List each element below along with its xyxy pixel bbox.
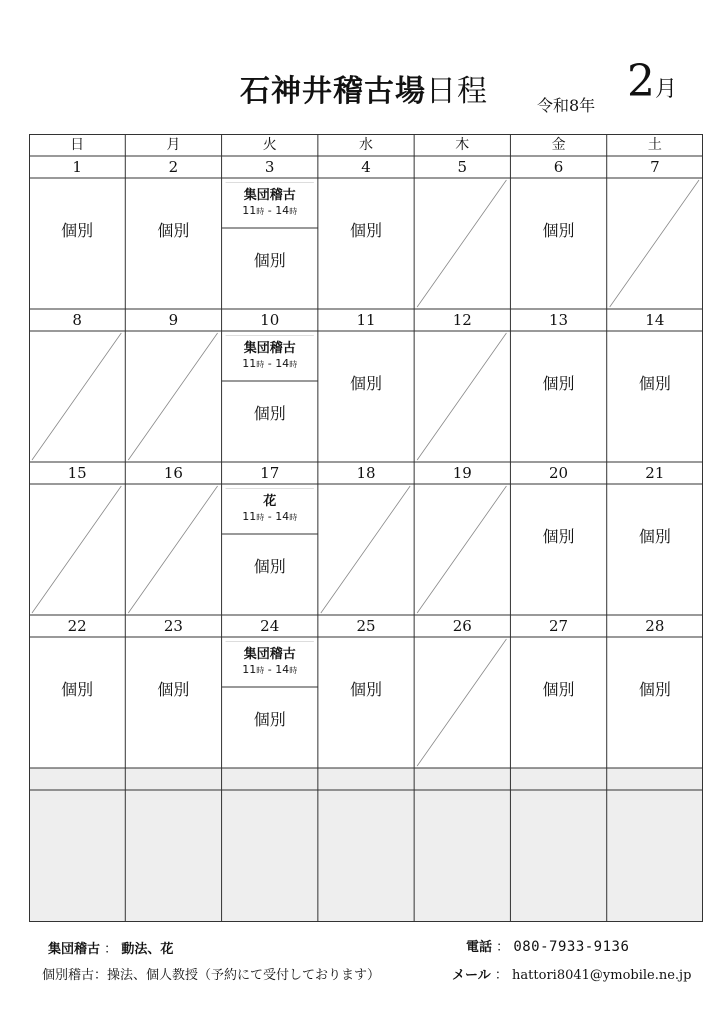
title-suffix: 日程 — [426, 74, 488, 109]
day-number: 17 — [260, 464, 280, 482]
session-label: 個別 — [253, 710, 286, 729]
group-session-time — [222, 663, 318, 676]
month-label — [627, 56, 677, 107]
footer-individual-label: 個別稽古 — [42, 968, 95, 983]
time-part: 14 — [275, 663, 290, 676]
time-part: 時 — [289, 360, 298, 369]
time-part: - — [264, 663, 276, 676]
day-number: 26 — [452, 617, 472, 635]
no-session-slash — [417, 180, 506, 307]
page-title — [240, 66, 488, 110]
footer-individual-sep: ： — [94, 968, 108, 983]
day-number: 5 — [457, 158, 468, 176]
no-session-slash — [128, 333, 217, 460]
group-session-time — [222, 357, 318, 370]
day-number: 4 — [361, 158, 371, 176]
session-label: 個別 — [349, 221, 382, 240]
session-label: 個別 — [542, 680, 575, 699]
session-label: 個別 — [542, 374, 575, 393]
group-session-title: 集団稽古 — [243, 341, 296, 356]
footer-mail-label: メール — [452, 968, 491, 983]
session-label: 個別 — [61, 680, 94, 699]
time-part: 11 — [242, 510, 257, 523]
weekday-header: 木 — [455, 137, 470, 153]
empty-week-fill — [29, 768, 703, 922]
day-number: 19 — [452, 464, 472, 482]
weekday-header: 日 — [70, 137, 85, 153]
footer-phone-sep: ： — [496, 940, 510, 955]
day-number: 18 — [356, 464, 376, 482]
time-part: 14 — [275, 204, 290, 217]
group-session-title: 集団稽古 — [243, 647, 296, 662]
day-number: 2 — [168, 158, 179, 176]
time-part: - — [264, 510, 276, 523]
day-number: 3 — [264, 158, 275, 176]
footer-group-sep: ： — [104, 942, 118, 957]
calendar-grid — [29, 134, 703, 922]
day-number: 21 — [645, 464, 665, 482]
footer-group-value: 動法、花 — [121, 942, 174, 957]
session-label: 個別 — [638, 374, 671, 393]
group-session-time — [222, 204, 318, 217]
session-label: 個別 — [61, 221, 94, 240]
day-number: 20 — [549, 464, 569, 482]
day-number: 11 — [356, 311, 376, 329]
day-number: 24 — [260, 617, 280, 635]
day-number: 16 — [163, 464, 183, 482]
day-number: 8 — [72, 311, 82, 329]
session-label: 個別 — [638, 527, 671, 546]
day-number: 7 — [650, 158, 660, 176]
no-session-slash — [32, 333, 121, 460]
footer-phone-line — [466, 936, 629, 955]
time-part: 時 — [289, 666, 298, 675]
day-number: 14 — [645, 311, 665, 329]
time-part: 11 — [242, 204, 257, 217]
time-part: 14 — [275, 510, 290, 523]
title-main: 石神井稽古場 — [240, 74, 426, 109]
group-session-time — [222, 510, 318, 523]
session-label: 個別 — [542, 527, 575, 546]
session-label: 個別 — [253, 251, 286, 270]
day-number: 10 — [260, 311, 280, 329]
time-part: 14 — [275, 357, 290, 370]
day-number: 1 — [72, 158, 82, 176]
time-part: - — [264, 357, 276, 370]
footer-individual-line — [42, 964, 380, 983]
era-year: 令和8年 — [537, 96, 596, 115]
group-session-title: 花 — [263, 494, 277, 509]
footer-phone-value: 080-7933-9136 — [513, 939, 630, 955]
day-number: 12 — [452, 311, 472, 329]
footer-mail-value: hattori8041@ymobile.ne.jp — [512, 968, 692, 983]
session-label: 個別 — [542, 221, 575, 240]
weekday-header: 水 — [358, 137, 373, 153]
day-number: 23 — [163, 617, 183, 635]
no-session-slash — [32, 486, 121, 613]
month-number: 2 — [627, 56, 655, 107]
month-unit: 月 — [655, 77, 678, 102]
weekday-header: 火 — [262, 137, 277, 153]
day-number: 25 — [356, 617, 376, 635]
day-number: 15 — [67, 464, 87, 482]
day-number: 28 — [645, 617, 665, 635]
day-number: 6 — [553, 158, 564, 176]
session-label: 個別 — [349, 680, 382, 699]
weekday-header: 月 — [166, 137, 181, 153]
footer-group-label: 集団稽古 — [48, 942, 101, 957]
session-label: 個別 — [157, 221, 190, 240]
time-part: 時 — [256, 666, 265, 675]
footer-group-line — [48, 938, 173, 957]
session-label: 個別 — [253, 557, 286, 576]
no-session-slash — [128, 486, 217, 613]
footer-phone-label: 電話 — [466, 940, 493, 955]
footer-individual-value: 操法、個人教授（予約にて受付しております） — [107, 968, 381, 983]
time-part: 時 — [289, 513, 298, 522]
time-part: 時 — [289, 207, 298, 216]
day-number: 9 — [168, 311, 179, 329]
footer-mail-line — [452, 964, 691, 983]
session-label: 個別 — [157, 680, 190, 699]
no-session-slash — [417, 486, 506, 613]
weekday-header: 土 — [647, 137, 662, 153]
time-part: - — [264, 204, 276, 217]
session-label: 個別 — [253, 404, 286, 423]
weekday-header: 金 — [551, 137, 566, 153]
no-session-slash — [417, 639, 506, 766]
time-part: 11 — [242, 357, 257, 370]
time-part: 時 — [256, 513, 265, 522]
no-session-slash — [321, 486, 410, 613]
no-session-slash — [610, 180, 699, 307]
time-part: 11 — [242, 663, 257, 676]
no-session-slash — [417, 333, 506, 460]
day-number: 13 — [549, 311, 569, 329]
session-label: 個別 — [638, 680, 671, 699]
day-number: 22 — [67, 617, 87, 635]
session-label: 個別 — [349, 374, 382, 393]
footer-mail-sep: ： — [494, 968, 508, 983]
group-session-title: 集団稽古 — [243, 188, 296, 203]
day-number: 27 — [549, 617, 569, 635]
time-part: 時 — [256, 207, 265, 216]
time-part: 時 — [256, 360, 265, 369]
